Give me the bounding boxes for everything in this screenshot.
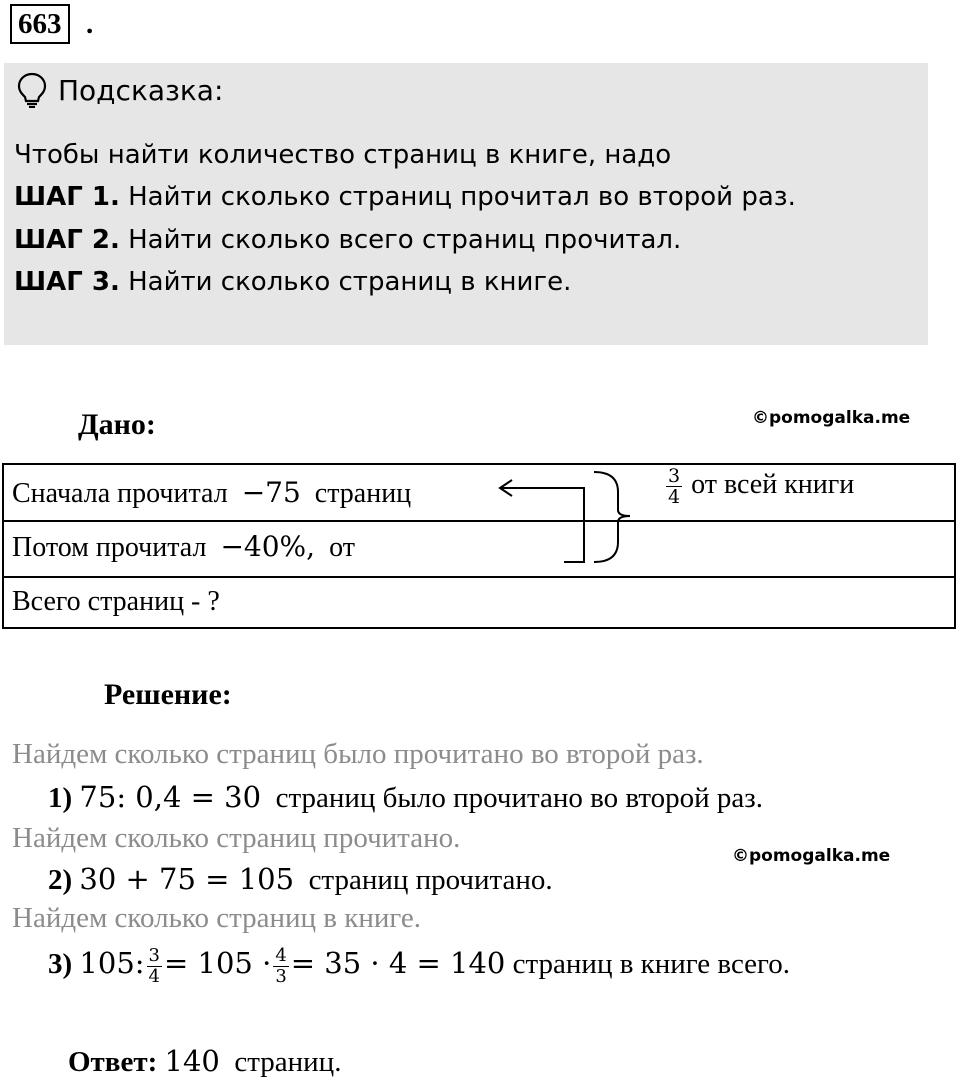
fraction-numerator: 3: [668, 465, 681, 487]
solution-hint-2: Найдем сколько страниц прочитано.: [12, 822, 461, 854]
hint-step-text: Найти сколько всего страниц прочитал.: [119, 225, 682, 255]
hint-step-1: [14, 182, 796, 212]
solution-hint-1: Найдем сколько страниц было прочитано во второй раз.: [12, 738, 704, 770]
solution-step-1: [48, 780, 763, 815]
solution-step-3: [48, 946, 790, 987]
step-text: страниц было прочитано во второй раз.: [275, 782, 764, 814]
fraction: [666, 466, 682, 507]
step-expression: = 35 · 4 = 140: [290, 946, 506, 981]
fraction-text: от всей книги: [691, 468, 855, 500]
solution-title: Решение:: [104, 678, 232, 711]
hint-step-label: ШАГ 2.: [14, 225, 120, 255]
fraction-label: [664, 466, 854, 507]
step-expression: 75: 0,4 = 30: [79, 780, 262, 814]
hint-step-3: [14, 267, 571, 297]
row-unit: от: [329, 532, 355, 563]
step-text: страниц прочитано.: [308, 864, 553, 896]
fraction-denominator: 4: [668, 486, 681, 508]
hint-intro: Чтобы найти количество страниц в книге, надо: [14, 140, 672, 170]
given-row-1: [12, 476, 411, 510]
table-divider: [4, 520, 954, 522]
row-value: −40%,: [220, 530, 316, 563]
step-expression: 30 + 75 = 105: [79, 862, 295, 896]
task-number: 663: [10, 4, 70, 44]
answer-label: Ответ:: [68, 1046, 158, 1078]
answer-value: 140: [164, 1044, 220, 1078]
step-number: 3): [48, 948, 73, 981]
fraction-denominator: 4: [148, 966, 160, 987]
step-number: 2): [48, 864, 73, 896]
given-row-3: Всего страниц - ?: [12, 586, 220, 617]
table-divider: [4, 576, 954, 578]
given-row-2: [12, 530, 355, 564]
row-label: Сначала прочитал: [12, 478, 228, 509]
fraction-numerator: 4: [275, 945, 287, 966]
lightbulb-icon: [16, 72, 48, 108]
step-text: страниц в книге всего.: [512, 948, 790, 981]
hint-title: Подсказка:: [58, 74, 224, 107]
fraction-numerator: 3: [148, 945, 160, 966]
fraction: [147, 946, 162, 987]
watermark: ©pomogalka.me: [752, 408, 911, 428]
task-number-dot: .: [86, 8, 94, 40]
solution-hint-3: Найдем сколько страниц в книге.: [12, 902, 422, 934]
row-value: −75: [241, 476, 301, 509]
fraction: [273, 946, 288, 987]
bracket-arrow-diagram: [490, 464, 660, 574]
row-label: Потом прочитал: [12, 532, 207, 563]
step-number: 1): [48, 782, 73, 814]
step-expression: 105:: [79, 946, 145, 981]
watermark: ©pomogalka.me: [732, 846, 891, 866]
hint-step-text: Найти сколько страниц в книге.: [119, 267, 572, 297]
solution-step-2: [48, 862, 553, 897]
fraction-denominator: 3: [275, 966, 287, 987]
hint-step-label: ШАГ 3.: [14, 267, 120, 297]
row-unit: страниц: [314, 478, 412, 509]
step-expression: = 105 ·: [164, 946, 272, 981]
hint-step-label: ШАГ 1.: [14, 182, 120, 212]
given-title: Дано:: [78, 408, 156, 441]
answer-unit: страниц.: [234, 1046, 342, 1078]
hint-step-text: Найти сколько страниц прочитал во второй раз.: [119, 182, 796, 212]
answer: [68, 1044, 341, 1079]
hint-step-2: [14, 225, 681, 255]
